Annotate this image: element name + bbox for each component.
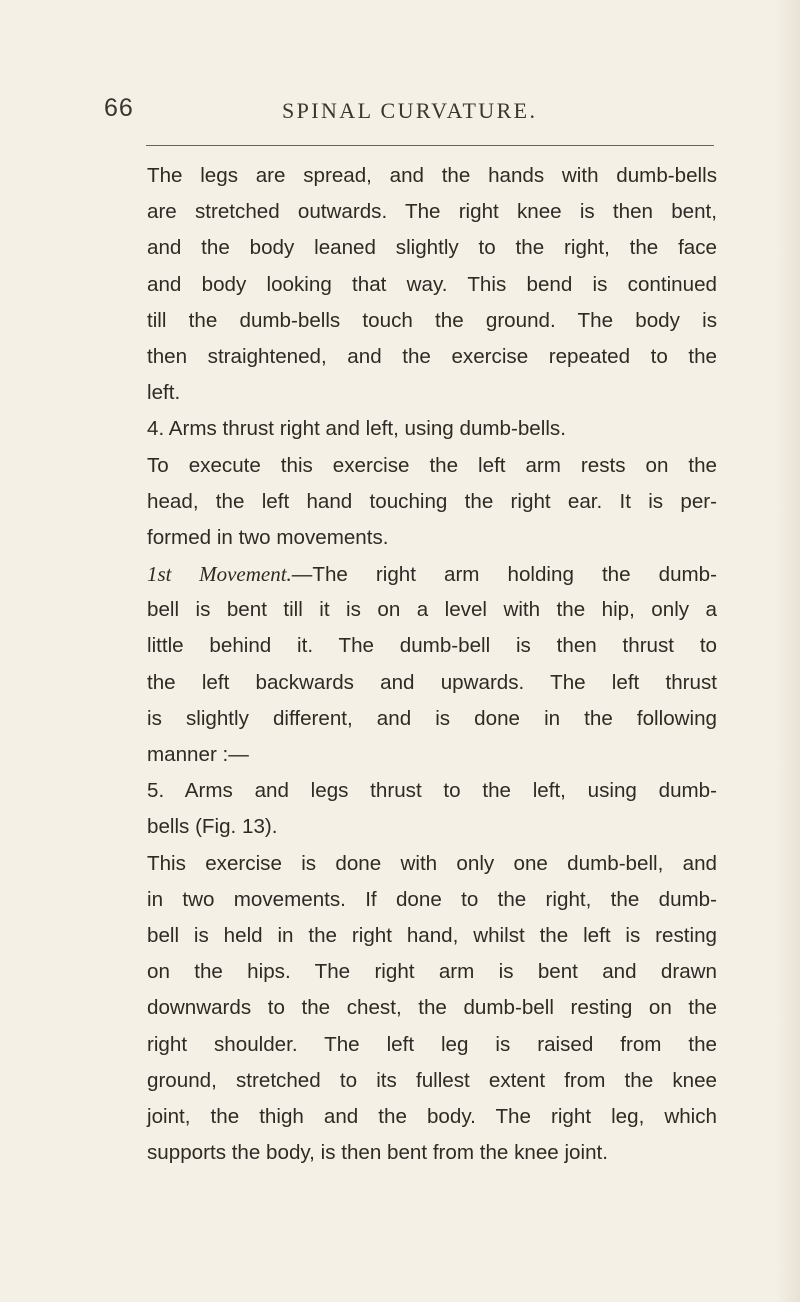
text-line: bell is bent till it is on a level with the hip, only a xyxy=(147,598,717,622)
text-line: on the hips. The right arm is bent and drawn xyxy=(147,960,717,984)
movement-heading-line xyxy=(147,556,717,592)
page-header xyxy=(104,94,704,134)
text-line: and body looking that way. This bend is continued xyxy=(147,272,717,296)
text-line: then straightened, and the exercise repeated to the xyxy=(147,344,717,368)
text-line: This exercise is done with only one dumb-bell, and xyxy=(147,851,717,875)
text-line: To execute this exercise the left arm rests on the xyxy=(147,453,717,477)
body-text xyxy=(147,158,717,1171)
text-line: manner :— xyxy=(147,743,249,766)
text-line: 4. Arms thrust right and left, using dumb-bells. xyxy=(147,417,566,441)
text-line: downwards to the chest, the dumb-bell resting on the xyxy=(147,996,717,1020)
text-line: in two movements. If done to the right, the dumb- xyxy=(147,887,717,911)
running-title: SPINAL CURVATURE. xyxy=(282,98,538,123)
movement-label: 1st Movement. xyxy=(147,562,292,587)
text-line: supports the body, is then bent from the knee joint. xyxy=(147,1141,608,1165)
text-line: right shoulder. The left leg is raised from the xyxy=(147,1032,717,1056)
text-line: is slightly different, and is done in the following xyxy=(147,706,717,730)
page-number: 66 xyxy=(104,94,134,122)
text-line: bell is held in the right hand, whilst the left is resting xyxy=(147,923,717,947)
text-line: formed in two movements. xyxy=(147,525,389,549)
text-line: ground, stretched to its fullest extent from the knee xyxy=(147,1068,717,1092)
text-line: head, the left hand touching the right ear. It is per- xyxy=(147,489,717,513)
text-line: little behind it. The dumb-bell is then thrust to xyxy=(147,634,717,658)
text-line: till the dumb-bells touch the ground. The body is xyxy=(147,308,717,332)
text-line: joint, the thigh and the body. The right leg, which xyxy=(147,1104,717,1128)
movement-text: —The right arm holding the dumb- xyxy=(291,563,717,587)
text-line: and the body leaned slightly to the right, the face xyxy=(147,236,717,260)
text-line: The legs are spread, and the hands with dumb-bells xyxy=(147,164,717,187)
text-line: 5. Arms and legs thrust to the left, using dumb- xyxy=(147,779,717,803)
header-rule xyxy=(146,145,714,146)
text-line: bells (Fig. 13). xyxy=(147,815,278,839)
text-line: the left backwards and upwards. The left thrust xyxy=(147,670,717,694)
text-line: are stretched outwards. The right knee is then bent, xyxy=(147,200,717,224)
text-line: left. xyxy=(147,381,181,405)
